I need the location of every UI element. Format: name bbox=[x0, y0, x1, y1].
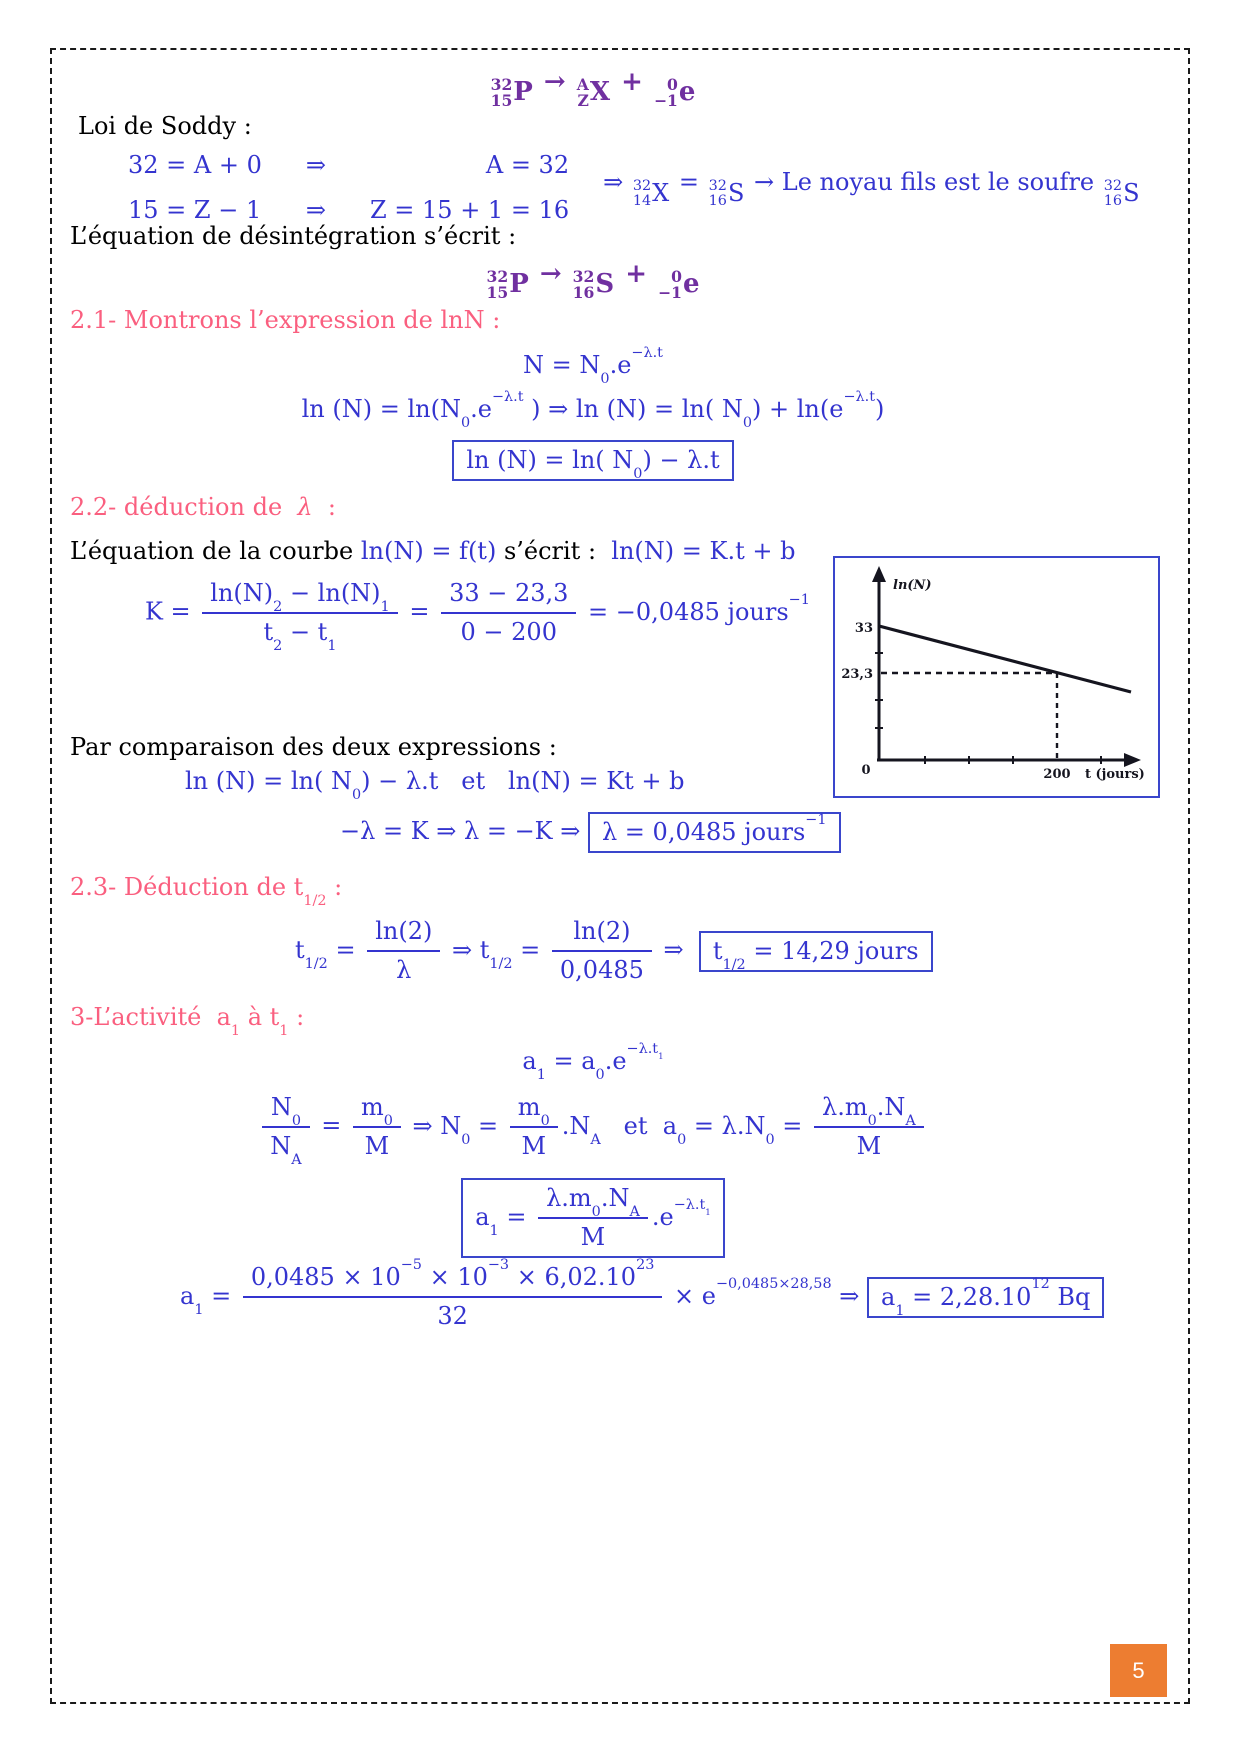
x-axis-label: t (jours) bbox=[1085, 767, 1145, 782]
graph-lnN-vs-t bbox=[833, 556, 1160, 798]
equation-a1-numeric: $a_1$ = $\frac{0,0485 \times 10^{-5} \times 10^{-3} \times 6,02.10^{23}}{32}$ × $e^{-0,0485\times 28,58}$ ⇒ $a_1 = 2,28.10^{12}$ Bq bbox=[180, 1262, 1104, 1332]
equation-comparison: ln (N) = ln( $N_0) - \lambda.t$ et ln(N) = Kt + b bbox=[185, 767, 685, 804]
comparison-intro: Par comparaison des deux expressions : bbox=[70, 733, 557, 761]
page-number-badge: 5 bbox=[1110, 1644, 1167, 1697]
soddy-charge-result: Z = 15 + 1 = 16 bbox=[369, 196, 570, 225]
soddy-mass-result: A = 32 bbox=[485, 151, 570, 179]
soddy-mass-equation: 32 = A + 0 bbox=[128, 151, 262, 179]
equation-lnN-boxed: ln (N) = ln( $N_0) - \lambda.t$ bbox=[70, 440, 1116, 481]
soddy-law-title: Loi de Soddy : bbox=[78, 112, 252, 140]
soddy-results-column bbox=[370, 150, 569, 226]
section-2-2-heading: 2.2- déduction de λ : bbox=[70, 493, 336, 521]
equation-lnN-derivation: $\ln (N) = \ln(N_0.e^{-\lambda.t}$ ) ⇒ ln (N) = ln( $N_0) + \ln(e^{-\lambda.t})$ bbox=[301, 388, 885, 432]
x-tick-0: 0 bbox=[861, 763, 871, 778]
equation-half-life: $t_{1/2}$ = $\frac{\ln(2)}{\lambda}$ ⇒ $t_{1/2}$ = $\frac{\ln(2)}{0,0485}$ ⇒ $t_{1/2} = 14,29$ jours bbox=[295, 916, 933, 986]
soddy-conclusion: ⇒ 32 14 X = 32 16 S → Le noyau fils est le soufre 32 16 S bbox=[603, 167, 1140, 209]
soddy-left-column bbox=[128, 150, 262, 226]
equation-N0: $\frac{N_0}{N_A}$ = $\frac{m_0}{M}$ ⇒ $N_0$ = $\frac{m_0}{M}$ $.N_A$ et $a_0 = \lambda.N_0$ = $\frac{\lambda.m_0.N_A}{M}$ bbox=[70, 1092, 1116, 1162]
equation-lambda: −λ = K ⇒ λ = −K ⇒ λ = 0,0485 jours$^{-1}$ bbox=[340, 812, 841, 853]
y-tick-33: 33 bbox=[854, 621, 873, 636]
soddy-charge-equation: 15 = Z − 1 bbox=[128, 196, 262, 225]
x-axis-arrow-icon bbox=[1124, 753, 1141, 767]
decay-equation-intro: L’équation de désintégration s’écrit : bbox=[70, 222, 517, 250]
section-2-3-heading: 2.3- Déduction de $t_{1/2}$ : bbox=[70, 873, 343, 910]
equation-activity-a1: $a_1 = a_0.e^{-\lambda.t_1}$ bbox=[522, 1040, 664, 1084]
curve-equation-line: L’équation de la courbe ln(N) = f(t) s’écrit : ln(N) = K.t + b bbox=[70, 537, 796, 565]
soddy-arrows-column bbox=[306, 150, 326, 226]
decay-equation-final: 32 15 P → 32 16 S + 0 −1 e bbox=[486, 259, 700, 303]
section-3-heading: 3-L’activité $a_1$ à $t_1$ : bbox=[70, 1003, 305, 1040]
y-tick-23-3: 23,3 bbox=[841, 667, 873, 682]
implies-arrow: ⇒ bbox=[305, 196, 326, 225]
y-axis-label: ln(N) bbox=[893, 578, 932, 593]
soddy-equations bbox=[128, 150, 1142, 226]
equation-a1-formula-boxed: $a_1$ = $\frac{\lambda.m_0.N_A}{M}$ $.e^{-\lambda.t_1}$ bbox=[70, 1178, 1116, 1258]
equation-K: K = $\frac{\ln(N)_2 - \ln(N)_1}{t_2 - t_1}$ = $\frac{33 - 23,3}{0 - 200}$ = −0,0485 jours$^{-1}$ bbox=[145, 579, 810, 655]
section-2-1-heading: 2.1- Montrons l’expression de lnN : bbox=[70, 306, 501, 334]
equation-N: $N = N_0.e^{-\lambda.t}$ bbox=[523, 344, 663, 388]
data-line bbox=[879, 626, 1131, 692]
graph-canvas bbox=[835, 558, 1158, 796]
decay-equation-general: 32 15 P → A Z X + 0 −1 e bbox=[490, 67, 696, 111]
y-axis-arrow-icon bbox=[872, 566, 886, 582]
implies-arrow: ⇒ bbox=[305, 151, 326, 179]
x-tick-200: 200 bbox=[1043, 767, 1071, 782]
